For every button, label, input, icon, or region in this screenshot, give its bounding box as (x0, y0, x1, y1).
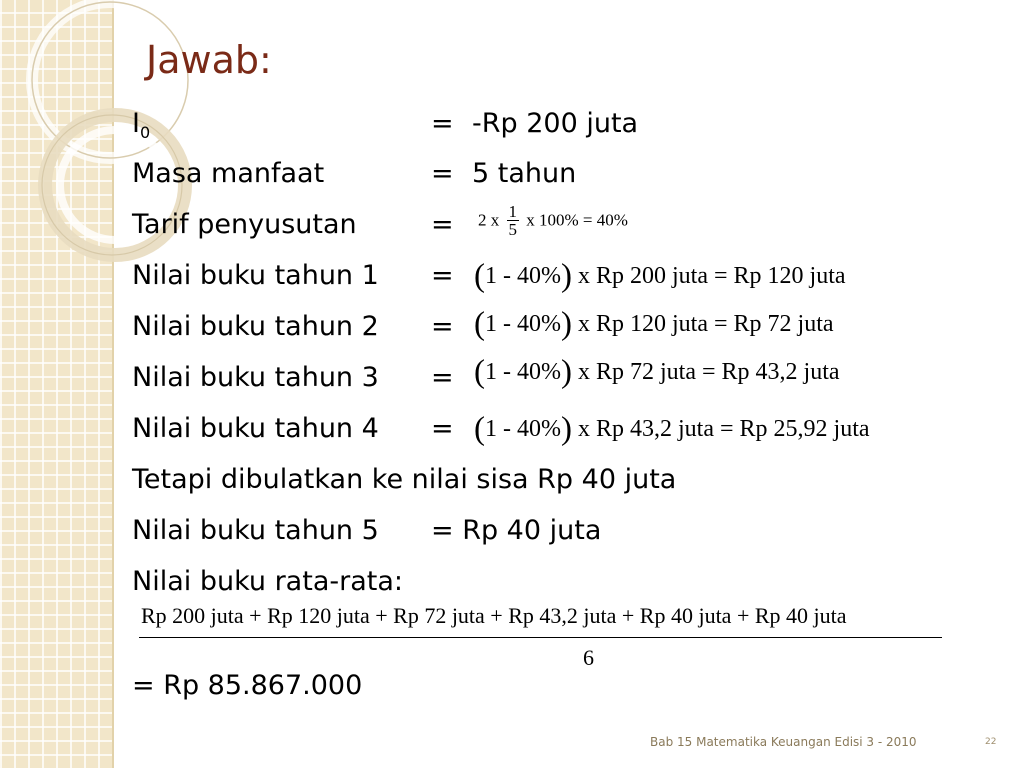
average-denominator: 6 (583, 645, 594, 670)
equals-sign: = (431, 209, 454, 240)
slide-title: Jawab: (146, 38, 272, 82)
formula-nilai-buku-2: (1 - 40%) x Rp 120 juta = Rp 72 juta (474, 306, 834, 342)
label-nilai-buku-4: Nilai buku tahun 4 (132, 413, 379, 444)
value-i0: -Rp 200 juta (472, 108, 639, 139)
formula-nilai-buku-1: (1 - 40%) x Rp 200 juta = Rp 120 juta (474, 258, 846, 294)
label-pembulatan: Tetapi dibulatkan ke nilai sisa Rp 40 juta (132, 464, 677, 495)
footer-text: Bab 15 Matematika Keuangan Edisi 3 - 2010 (650, 735, 917, 749)
equals-sign: = (431, 413, 454, 444)
label-nilai-buku-3: Nilai buku tahun 3 (132, 362, 379, 393)
equals-sign: = (431, 362, 454, 393)
formula-nilai-buku-3: (1 - 40%) x Rp 72 juta = Rp 43,2 juta (474, 354, 840, 390)
fraction-one-fifth: $\frac{1}{5}$ (508, 202, 517, 239)
label-nilai-buku-2: Nilai buku tahun 2 (132, 311, 379, 342)
label-tarif-penyusutan: Tarif penyusutan (132, 209, 357, 240)
label-nilai-buku-5: Nilai buku tahun 5 (132, 515, 379, 546)
label-rata-rata: Nilai buku rata-rata: (132, 566, 403, 597)
fraction-bar (139, 637, 942, 638)
label-nilai-buku-1: Nilai buku tahun 1 (132, 260, 379, 291)
tarif-formula: 2 x $\frac{1}{5}$ x 100% = 40% (478, 202, 628, 239)
equals-sign: = (431, 260, 454, 291)
average-result: = Rp 85.867.000 (132, 670, 363, 701)
value-nilai-buku-5: = Rp 40 juta (431, 515, 602, 546)
label-i0: I (132, 108, 140, 139)
equals-sign: = (431, 108, 454, 139)
value-masa-manfaat: 5 tahun (472, 158, 577, 189)
label-masa-manfaat: Masa manfaat (132, 158, 325, 189)
page-number: 22 (985, 737, 997, 747)
average-numerator: Rp 200 juta + Rp 120 juta + Rp 72 juta + Rp 43,2 juta + Rp 40 juta + Rp 40 juta (141, 603, 847, 628)
label-i0-subscript: 0 (139, 123, 151, 142)
formula-nilai-buku-4: (1 - 40%) x Rp 43,2 juta = Rp 25,92 juta (474, 411, 870, 447)
equals-sign: = (431, 311, 454, 342)
equals-sign: = (431, 158, 454, 189)
